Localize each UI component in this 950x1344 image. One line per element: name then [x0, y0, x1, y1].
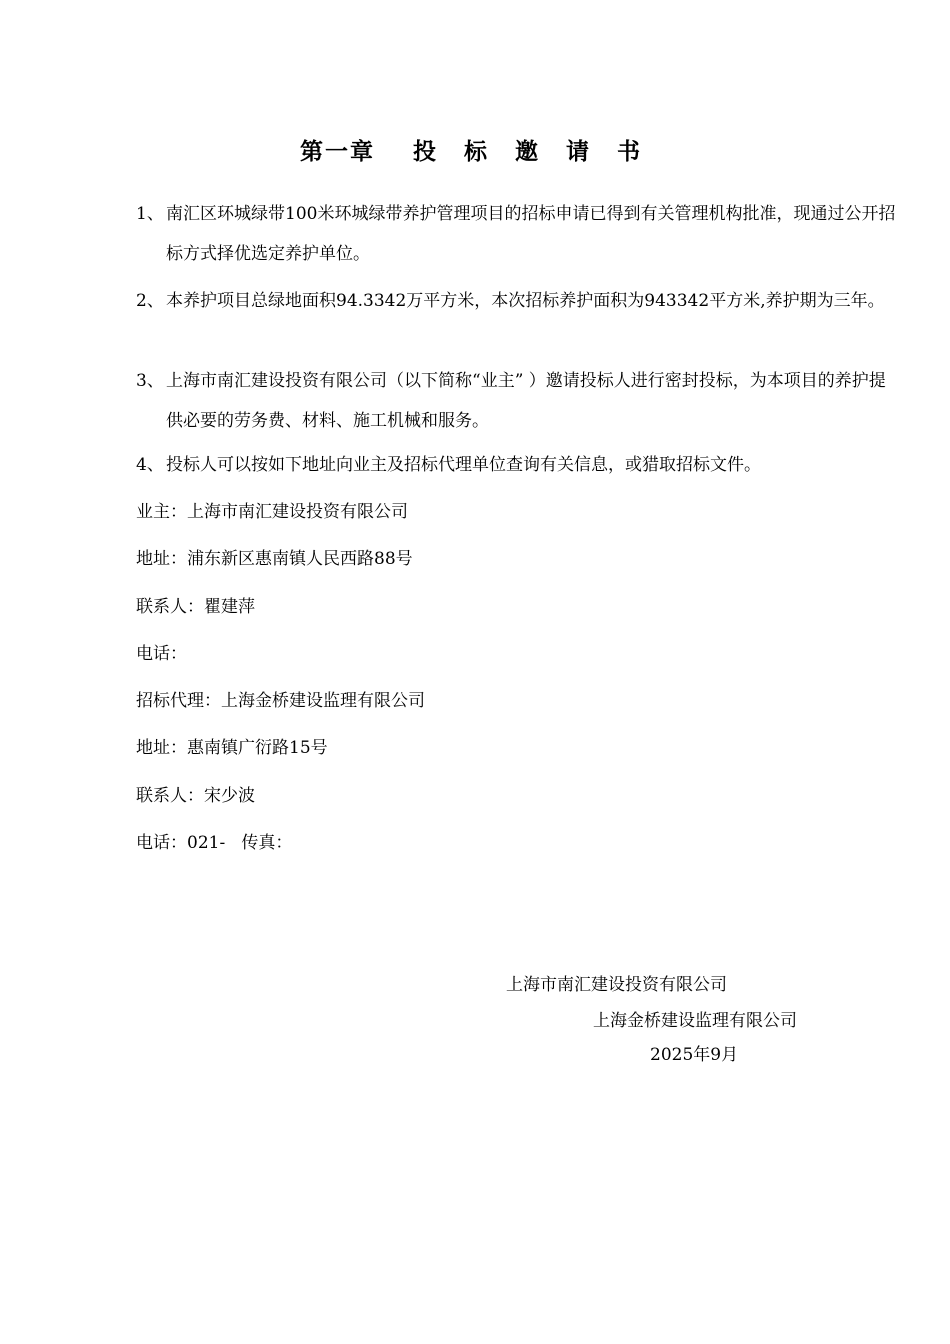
- owner-address-line: 地址：浦东新区惠南镇人民西路88号: [136, 549, 413, 569]
- signature-org-1: 上海市南汇建设投资有限公司: [506, 975, 727, 995]
- item-number: 2、: [136, 291, 164, 311]
- item-number: 3、: [136, 371, 164, 391]
- list-item: [136, 194, 896, 274]
- owner-line: 业主：上海市南汇建设投资有限公司: [136, 502, 408, 522]
- agent-phone-line: 电话：021- 传真：: [136, 833, 293, 853]
- agent-line: 招标代理：上海金桥建设监理有限公司: [136, 691, 425, 711]
- list-item: [136, 281, 896, 321]
- owner-phone-line: 电话：: [136, 644, 187, 664]
- signature-date: 2025年9月: [650, 1045, 739, 1065]
- list-item: [136, 361, 896, 441]
- agent-contact-line: 联系人：宋少波: [136, 786, 255, 806]
- item-text: 本养护项目总绿地面积94.3342万平方米，本次招标养护面积为943342平方米,养护期为三年。: [166, 291, 885, 311]
- title-text: 投 标 邀 请 书: [412, 138, 651, 165]
- signature-org-2: 上海金桥建设监理有限公司: [593, 1011, 797, 1031]
- chapter-label: 第一章: [299, 138, 375, 165]
- owner-contact-line: 联系人：瞿建萍: [136, 597, 255, 617]
- list-item: [136, 445, 896, 485]
- agent-address-line: 地址：惠南镇广衍路15号: [136, 738, 328, 758]
- item-number: 1、: [136, 204, 164, 224]
- item-text: 投标人可以按如下地址向业主及招标代理单位查询有关信息，或猎取招标文件。: [166, 455, 761, 475]
- item-number: 4、: [136, 455, 164, 475]
- item-text: 上海市南汇建设投资有限公司（以下简称“业主” ）邀请投标人进行密封投标，为本项目的养护提供必要的劳务费、材料、施工机械和服务。: [166, 371, 886, 431]
- page-title: [0, 133, 950, 166]
- item-text: 南汇区环城绿带100米环城绿带养护管理项目的招标申请已得到有关管理机构批准，现通过公开招标方式择优选定养护单位。: [166, 204, 896, 264]
